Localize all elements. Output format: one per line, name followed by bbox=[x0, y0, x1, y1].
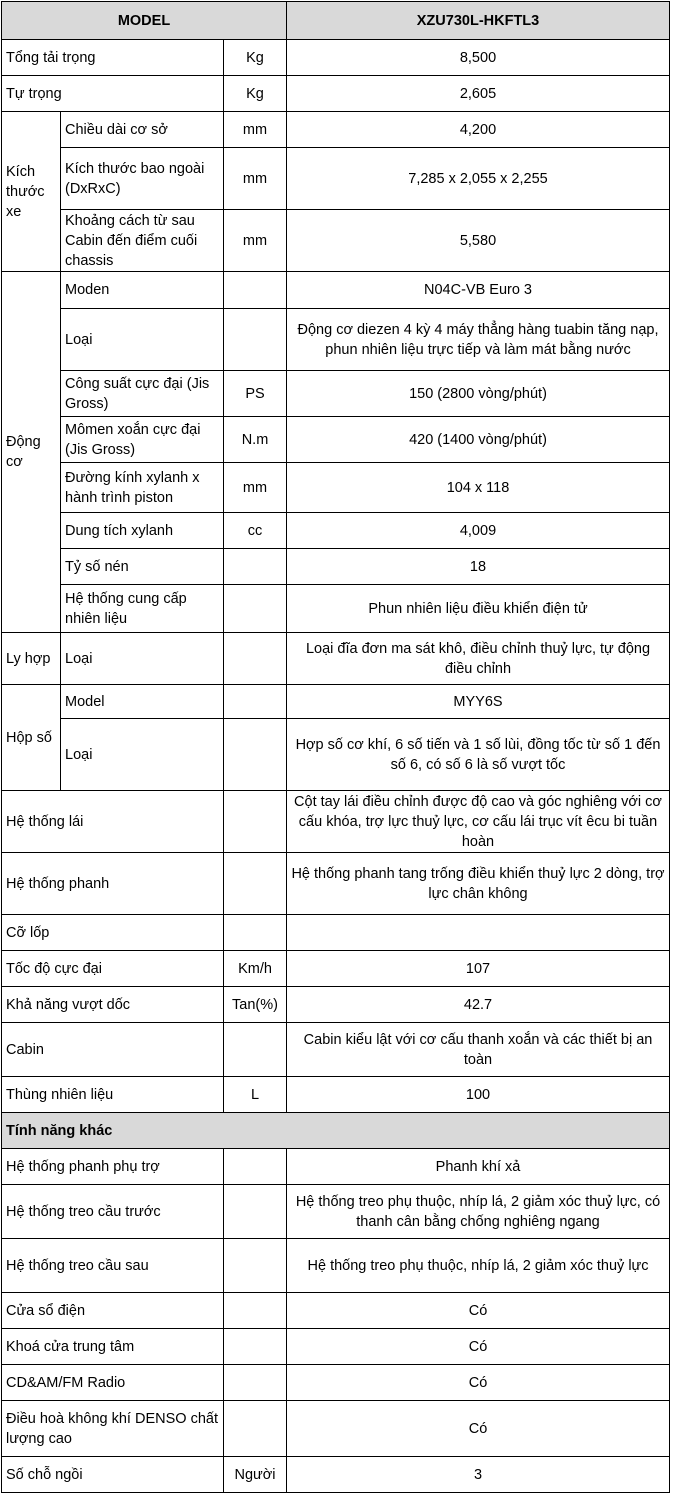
row-label: Cỡ lốp bbox=[2, 915, 224, 951]
row-label: Loại bbox=[61, 633, 224, 685]
table-row bbox=[2, 791, 670, 853]
row-unit bbox=[224, 1149, 287, 1185]
row-label: Hệ thống cung cấp nhiên liệu bbox=[61, 585, 224, 633]
row-value: Có bbox=[287, 1329, 670, 1365]
row-unit bbox=[224, 549, 287, 585]
row-unit bbox=[224, 633, 287, 685]
row-label: Tự trọng bbox=[2, 76, 224, 112]
row-value: 5,580 bbox=[287, 210, 670, 272]
row-label: Thùng nhiên liệu bbox=[2, 1077, 224, 1113]
row-value: 150 (2800 vòng/phút) bbox=[287, 371, 670, 417]
row-value: Hệ thống treo phụ thuộc, nhíp lá, 2 giảm xóc thuỷ lực, có thanh cân bằng chống nghiêng ngang bbox=[287, 1185, 670, 1239]
row-label: Số chỗ ngồi bbox=[2, 1457, 224, 1493]
table-row bbox=[2, 915, 670, 951]
row-unit bbox=[224, 915, 287, 951]
row-value: 7,285 x 2,055 x 2,255 bbox=[287, 148, 670, 210]
row-value bbox=[287, 915, 670, 951]
row-label: Hệ thống treo cầu trước bbox=[2, 1185, 224, 1239]
table-row bbox=[2, 853, 670, 915]
row-label: Dung tích xylanh bbox=[61, 513, 224, 549]
row-unit: L bbox=[224, 1077, 287, 1113]
row-label: Cửa sổ điện bbox=[2, 1293, 224, 1329]
table-row bbox=[2, 1457, 670, 1493]
row-value: 4,200 bbox=[287, 112, 670, 148]
row-label: Đường kính xylanh x hành trình piston bbox=[61, 463, 224, 513]
table-row bbox=[2, 585, 670, 633]
row-unit: mm bbox=[224, 210, 287, 272]
row-unit bbox=[224, 1401, 287, 1457]
row-unit: N.m bbox=[224, 417, 287, 463]
row-unit: Tan(%) bbox=[224, 987, 287, 1023]
row-value: Có bbox=[287, 1365, 670, 1401]
section-title: Tính năng khác bbox=[2, 1113, 670, 1149]
row-value: Hệ thống treo phụ thuộc, nhíp lá, 2 giảm xóc thuỷ lực bbox=[287, 1239, 670, 1293]
row-label: Hệ thống treo cầu sau bbox=[2, 1239, 224, 1293]
row-label: Khoá cửa trung tâm bbox=[2, 1329, 224, 1365]
table-row bbox=[2, 112, 670, 148]
row-unit: mm bbox=[224, 463, 287, 513]
row-unit bbox=[224, 585, 287, 633]
table-row bbox=[2, 40, 670, 76]
table-row bbox=[2, 1329, 670, 1365]
row-label: Loại bbox=[61, 719, 224, 791]
row-unit bbox=[224, 272, 287, 309]
row-value: 100 bbox=[287, 1077, 670, 1113]
row-value: Cột tay lái điều chỉnh được độ cao và góc nghiêng với cơ cấu khóa, trợ lực thuỷ lực, cơ cấu lái trục vít êcu bi tuần hoàn bbox=[287, 791, 670, 853]
table-row bbox=[2, 685, 670, 719]
row-label: Tốc độ cực đại bbox=[2, 951, 224, 987]
row-label: Moden bbox=[61, 272, 224, 309]
row-value: 104 x 118 bbox=[287, 463, 670, 513]
row-label: Hệ thống phanh phụ trợ bbox=[2, 1149, 224, 1185]
row-label: Loại bbox=[61, 309, 224, 371]
table-row bbox=[2, 987, 670, 1023]
row-value: Phun nhiên liệu điều khiển điện tử bbox=[287, 585, 670, 633]
row-unit: Kg bbox=[224, 40, 287, 76]
row-unit bbox=[224, 1185, 287, 1239]
row-label: Hệ thống phanh bbox=[2, 853, 224, 915]
row-unit bbox=[224, 1023, 287, 1077]
model-header: MODEL bbox=[2, 2, 287, 40]
row-label: Cabin bbox=[2, 1023, 224, 1077]
group-label-kich-thuoc: Kích thước xe bbox=[2, 112, 61, 272]
header-row bbox=[2, 2, 670, 40]
row-unit bbox=[224, 1329, 287, 1365]
row-unit: mm bbox=[224, 148, 287, 210]
row-value: Có bbox=[287, 1293, 670, 1329]
table-row bbox=[2, 719, 670, 791]
row-label: Công suất cực đại (Jis Gross) bbox=[61, 371, 224, 417]
row-value: 18 bbox=[287, 549, 670, 585]
row-value: 420 (1400 vòng/phút) bbox=[287, 417, 670, 463]
row-label: Model bbox=[61, 685, 224, 719]
row-label: Khả năng vượt dốc bbox=[2, 987, 224, 1023]
table-row bbox=[2, 417, 670, 463]
row-label: Tổng tải trọng bbox=[2, 40, 224, 76]
row-label: Chiều dài cơ sở bbox=[61, 112, 224, 148]
row-label: Kích thước bao ngoài (DxRxC) bbox=[61, 148, 224, 210]
table-row bbox=[2, 210, 670, 272]
row-label: Tỷ số nén bbox=[61, 549, 224, 585]
table-row bbox=[2, 1239, 670, 1293]
row-value: 3 bbox=[287, 1457, 670, 1493]
row-value: 8,500 bbox=[287, 40, 670, 76]
row-value: Hệ thống phanh tang trống điều khiển thuỷ lực 2 dòng, trợ lực chân không bbox=[287, 853, 670, 915]
table-row bbox=[2, 1077, 670, 1113]
row-value: 42.7 bbox=[287, 987, 670, 1023]
row-value: MYY6S bbox=[287, 685, 670, 719]
group-label-hop-so: Hộp số bbox=[2, 685, 61, 791]
row-unit bbox=[224, 1239, 287, 1293]
row-value: Hợp số cơ khí, 6 số tiến và 1 số lùi, đồng tốc từ số 1 đến số 6, có số 6 là số vượt tốc bbox=[287, 719, 670, 791]
model-value-header: XZU730L-HKFTL3 bbox=[287, 2, 670, 40]
row-value: 2,605 bbox=[287, 76, 670, 112]
row-unit bbox=[224, 309, 287, 371]
group-label-dong-co: Động cơ bbox=[2, 272, 61, 633]
table-row bbox=[2, 633, 670, 685]
table-row bbox=[2, 463, 670, 513]
row-unit bbox=[224, 685, 287, 719]
row-unit: Km/h bbox=[224, 951, 287, 987]
row-unit bbox=[224, 719, 287, 791]
row-unit bbox=[224, 1365, 287, 1401]
row-unit bbox=[224, 853, 287, 915]
row-label: Khoảng cách từ sau Cabin đến điểm cuối chassis bbox=[61, 210, 224, 272]
table-row bbox=[2, 371, 670, 417]
row-unit: PS bbox=[224, 371, 287, 417]
table-row bbox=[2, 1149, 670, 1185]
section-row bbox=[2, 1113, 670, 1149]
table-row bbox=[2, 148, 670, 210]
table-row bbox=[2, 1023, 670, 1077]
table-row bbox=[2, 951, 670, 987]
group-label-ly-hop: Ly hợp bbox=[2, 633, 61, 685]
row-label: Mômen xoắn cực đại (Jis Gross) bbox=[61, 417, 224, 463]
row-value: 107 bbox=[287, 951, 670, 987]
table-row bbox=[2, 1293, 670, 1329]
spec-table bbox=[1, 1, 670, 1493]
table-row bbox=[2, 309, 670, 371]
table-row bbox=[2, 549, 670, 585]
table-row bbox=[2, 1185, 670, 1239]
row-label: Hệ thống lái bbox=[2, 791, 224, 853]
row-unit: Kg bbox=[224, 76, 287, 112]
row-value: Cabin kiểu lật với cơ cấu thanh xoắn và các thiết bị an toàn bbox=[287, 1023, 670, 1077]
row-value: 4,009 bbox=[287, 513, 670, 549]
row-label: CD&AM/FM Radio bbox=[2, 1365, 224, 1401]
table-row bbox=[2, 76, 670, 112]
table-row bbox=[2, 272, 670, 309]
row-unit: Người bbox=[224, 1457, 287, 1493]
row-unit bbox=[224, 1293, 287, 1329]
row-value: Phanh khí xả bbox=[287, 1149, 670, 1185]
row-label: Điều hoà không khí DENSO chất lượng cao bbox=[2, 1401, 224, 1457]
row-unit: cc bbox=[224, 513, 287, 549]
row-value: Có bbox=[287, 1401, 670, 1457]
row-unit bbox=[224, 791, 287, 853]
row-value: N04C-VB Euro 3 bbox=[287, 272, 670, 309]
row-value: Loại đĩa đơn ma sát khô, điều chỉnh thuỷ lực, tự động điều chỉnh bbox=[287, 633, 670, 685]
table-row bbox=[2, 513, 670, 549]
row-unit: mm bbox=[224, 112, 287, 148]
table-row bbox=[2, 1401, 670, 1457]
table-row bbox=[2, 1365, 670, 1401]
row-value: Động cơ diezen 4 kỳ 4 máy thẳng hàng tuabin tăng nạp, phun nhiên liệu trực tiếp và làm mát bằng nước bbox=[287, 309, 670, 371]
